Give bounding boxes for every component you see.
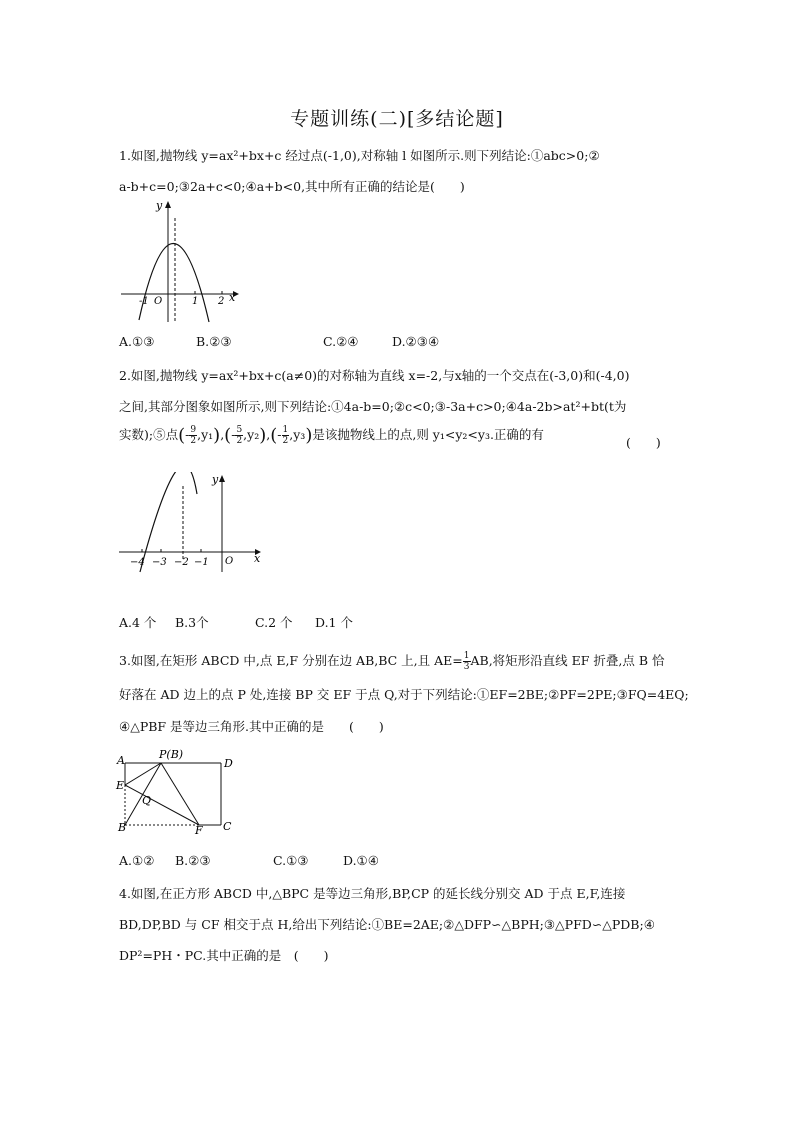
q1-x-label: x: [229, 291, 236, 304]
q2-tick-m3: −3: [152, 557, 167, 568]
q3-rectangle-figure: [115, 746, 245, 838]
q3-option-c[interactable]: C.①③: [273, 853, 309, 868]
q3-label-a: A: [117, 754, 125, 767]
q1-origin: O: [154, 296, 163, 307]
q1-parabola-figure: [115, 196, 255, 328]
q3-label-e: E: [116, 779, 125, 792]
q3-label-d: D: [224, 757, 233, 770]
q2-parabola-figure: [115, 472, 267, 574]
q1-tick-2: 2: [218, 296, 225, 307]
q3-label-f: F: [195, 824, 203, 837]
q1-tick-neg1: -1: [139, 296, 149, 307]
q3-option-a[interactable]: A.①②: [119, 853, 155, 868]
q1-option-d[interactable]: D.②③④: [392, 334, 440, 349]
q2-stem-line2: 之间,其部分图象如图所示,则下列结论:①4a-b=0;②c<0;③-3a+c>0;④4a-2b>at²+bt(t为: [119, 399, 627, 414]
q3-line-pf: [161, 763, 199, 825]
q2-stem-line3: 实数);⑤点(- $\frac{9}{2}$ ,y₁),(- $\frac{5}{2}$ ,y₂),(- $\frac{1}{2}$ ,y₃)是该抛物线上的点,则 y₁<y₂<y₃.正确的有: [119, 425, 544, 446]
q2-y-label: y: [212, 473, 219, 486]
q1-y-arrow: [165, 201, 171, 208]
q4-stem-line2: BD,DP,BD 与 CF 相交于点 H,给出下列结论:①BE=2AE;②△DFP∽△BPH;③△PFD∽△PDB;④: [119, 917, 655, 932]
q1-parabola-curve: [139, 243, 209, 322]
q4-stem-line3: DP²=PH・PC.其中正确的是 ( ): [119, 948, 329, 963]
q1-option-a[interactable]: A.①③: [119, 334, 155, 349]
q3-label-q: Q: [142, 794, 152, 807]
q3-stem-line3: ④△PBF 是等边三角形.其中正确的是 ( ): [119, 719, 384, 734]
q2-x-label: x: [254, 552, 261, 565]
q2-origin: O: [225, 556, 234, 567]
q3-option-b[interactable]: B.②③: [175, 853, 211, 868]
q2-y-arrow: [219, 475, 225, 482]
q1-tick-1: 1: [192, 296, 199, 307]
q3-label-c: C: [223, 820, 232, 833]
q3-option-d[interactable]: D.①④: [343, 853, 379, 868]
q2-tick-m1: −1: [194, 557, 209, 568]
q2-option-c[interactable]: C.2 个: [255, 615, 293, 630]
q3-stem-line2: 好落在 AD 边上的点 P 处,连接 BP 交 EF 于点 Q,对于下列结论:①EF=2BE;②PF=2PE;③FQ=4EQ;: [119, 687, 689, 702]
q2-answer-paren: ( ): [626, 435, 661, 450]
q3-line-pe: [125, 763, 161, 785]
page-title: 专题训练(二)[多结论题]: [290, 108, 504, 130]
q1-option-c[interactable]: C.②④: [323, 334, 359, 349]
q2-option-d[interactable]: D.1 个: [315, 615, 353, 630]
q2-tick-m2: −2: [174, 557, 189, 568]
q2-stem-line1: 2.如图,抛物线 y=ax²+bx+c(a≠0)的对称轴为直线 x=-2,与x轴的一个交点在(-3,0)和(-4,0): [119, 368, 630, 383]
q3-stem-line1: 3.如图,在矩形 ABCD 中,点 E,F 分别在边 AB,BC 上,且 AE= $\frac{1}{3}$ AB,将矩形沿直线 EF 折叠,点 B 恰: [119, 651, 665, 672]
q1-stem-line1: 1.如图,抛物线 y=ax²+bx+c 经过点(-1,0),对称轴 l 如图所示.则下列结论:①abc>0;②: [119, 148, 600, 163]
q1-stem-line2: a-b+c=0;③2a+c<0;④a+b<0,其中所有正确的结论是( ): [119, 179, 465, 194]
q3-label-b: B: [118, 821, 127, 834]
q2-option-b[interactable]: B.3个: [175, 615, 209, 630]
q3-label-p: P(B): [159, 748, 184, 761]
q4-stem-line1: 4.如图,在正方形 ABCD 中,△BPC 是等边三角形,BP,CP 的延长线分别交 AD 于点 E,F,连接: [119, 886, 626, 901]
q2-tick-m4: −4: [130, 557, 145, 568]
q2-option-a[interactable]: A.4 个: [119, 615, 157, 630]
q1-option-b[interactable]: B.②③: [196, 334, 232, 349]
q1-y-label: y: [156, 199, 163, 212]
